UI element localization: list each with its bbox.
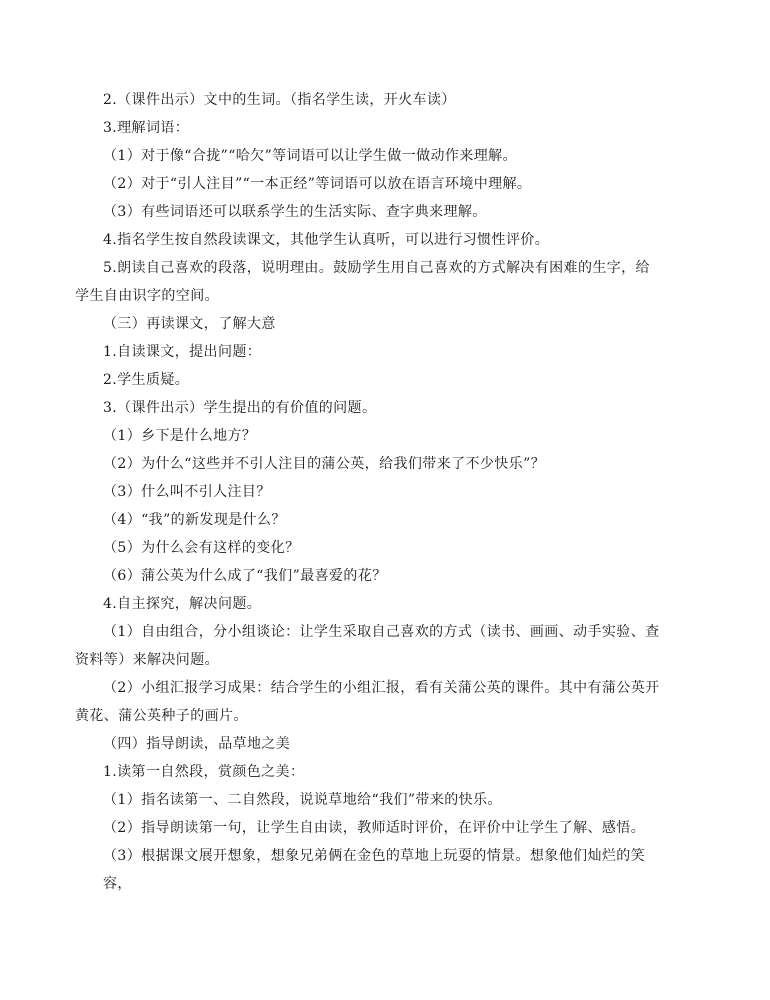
text-line: （3）根据课文展开想象，想象兄弟俩在金色的草地上玩耍的情景。想象他们灿烂的笑 [103, 848, 646, 864]
text-line: （2）小组汇报学习成果：结合学生的小组汇报，看有关蒲公英的课件。其中有蒲公英开 [103, 680, 660, 696]
text-line: 3.（课件出示）学生提出的有价值的问题。 [103, 400, 377, 416]
text-line: （2）为什么“这些并不引人注目的蒲公英，给我们带来了不少快乐”？ [103, 456, 546, 472]
text-line: （1）指名读第一、二自然段，说说草地给“我们”带来的快乐。 [103, 792, 502, 808]
text-line: 学生自由识字的空间。 [75, 288, 219, 304]
text-line: 4.指名学生按自然段读课文，其他学生认真听，可以进行习惯性评价。 [103, 232, 550, 248]
text-line: （2）对于“引人注目”“一本正经”等词语可以放在语言环境中理解。 [103, 176, 532, 192]
text-line: 容， [103, 876, 132, 892]
section-heading: （三）再读课文，了解大意 [103, 316, 276, 332]
text-line: 5.朗读自己喜欢的段落，说明理由。鼓励学生用自己喜欢的方式解决有困难的生字，给 [103, 260, 650, 276]
text-line: 黄花、蒲公英种子的画片。 [75, 708, 248, 724]
text-line: （3）有些词语还可以联系学生的生活实际、查字典来理解。 [103, 204, 487, 220]
text-line: 1.自读课文，提出问题： [103, 344, 262, 360]
text-line: 2.（课件出示）文中的生词。（指名学生读，开火车读） [103, 92, 456, 108]
text-line: （1）乡下是什么地方？ [103, 428, 257, 444]
text-line: （4）“我”的新发现是什么？ [103, 512, 286, 528]
section-heading: （四）指导朗读，品草地之美 [103, 736, 291, 752]
text-line: （3）什么叫不引人注目？ [103, 484, 271, 500]
text-line: 1.读第一自然段，赏颜色之美： [103, 764, 305, 780]
text-line: （2）指导朗读第一句，让学生自由读，教师适时评价，在评价中让学生了解、感悟。 [103, 820, 646, 836]
text-line: 2.学生质疑。 [103, 372, 190, 388]
text-line: （5）为什么会有这样的变化？ [103, 540, 300, 556]
text-line: 4.自主探究，解决问题。 [103, 596, 262, 612]
text-line: 3.理解词语： [103, 120, 190, 136]
text-line: （1）自由组合，分小组谈论：让学生采取自己喜欢的方式（读书、画画、动手实验、查 [103, 624, 660, 640]
text-line: （6）蒲公英为什么成了“我们”最喜爱的花？ [103, 568, 387, 584]
text-line: 资料等）来解决问题。 [75, 652, 219, 668]
text-line: （1）对于像“合拢”“哈欠”等词语可以让学生做一做动作来理解。 [103, 148, 517, 164]
